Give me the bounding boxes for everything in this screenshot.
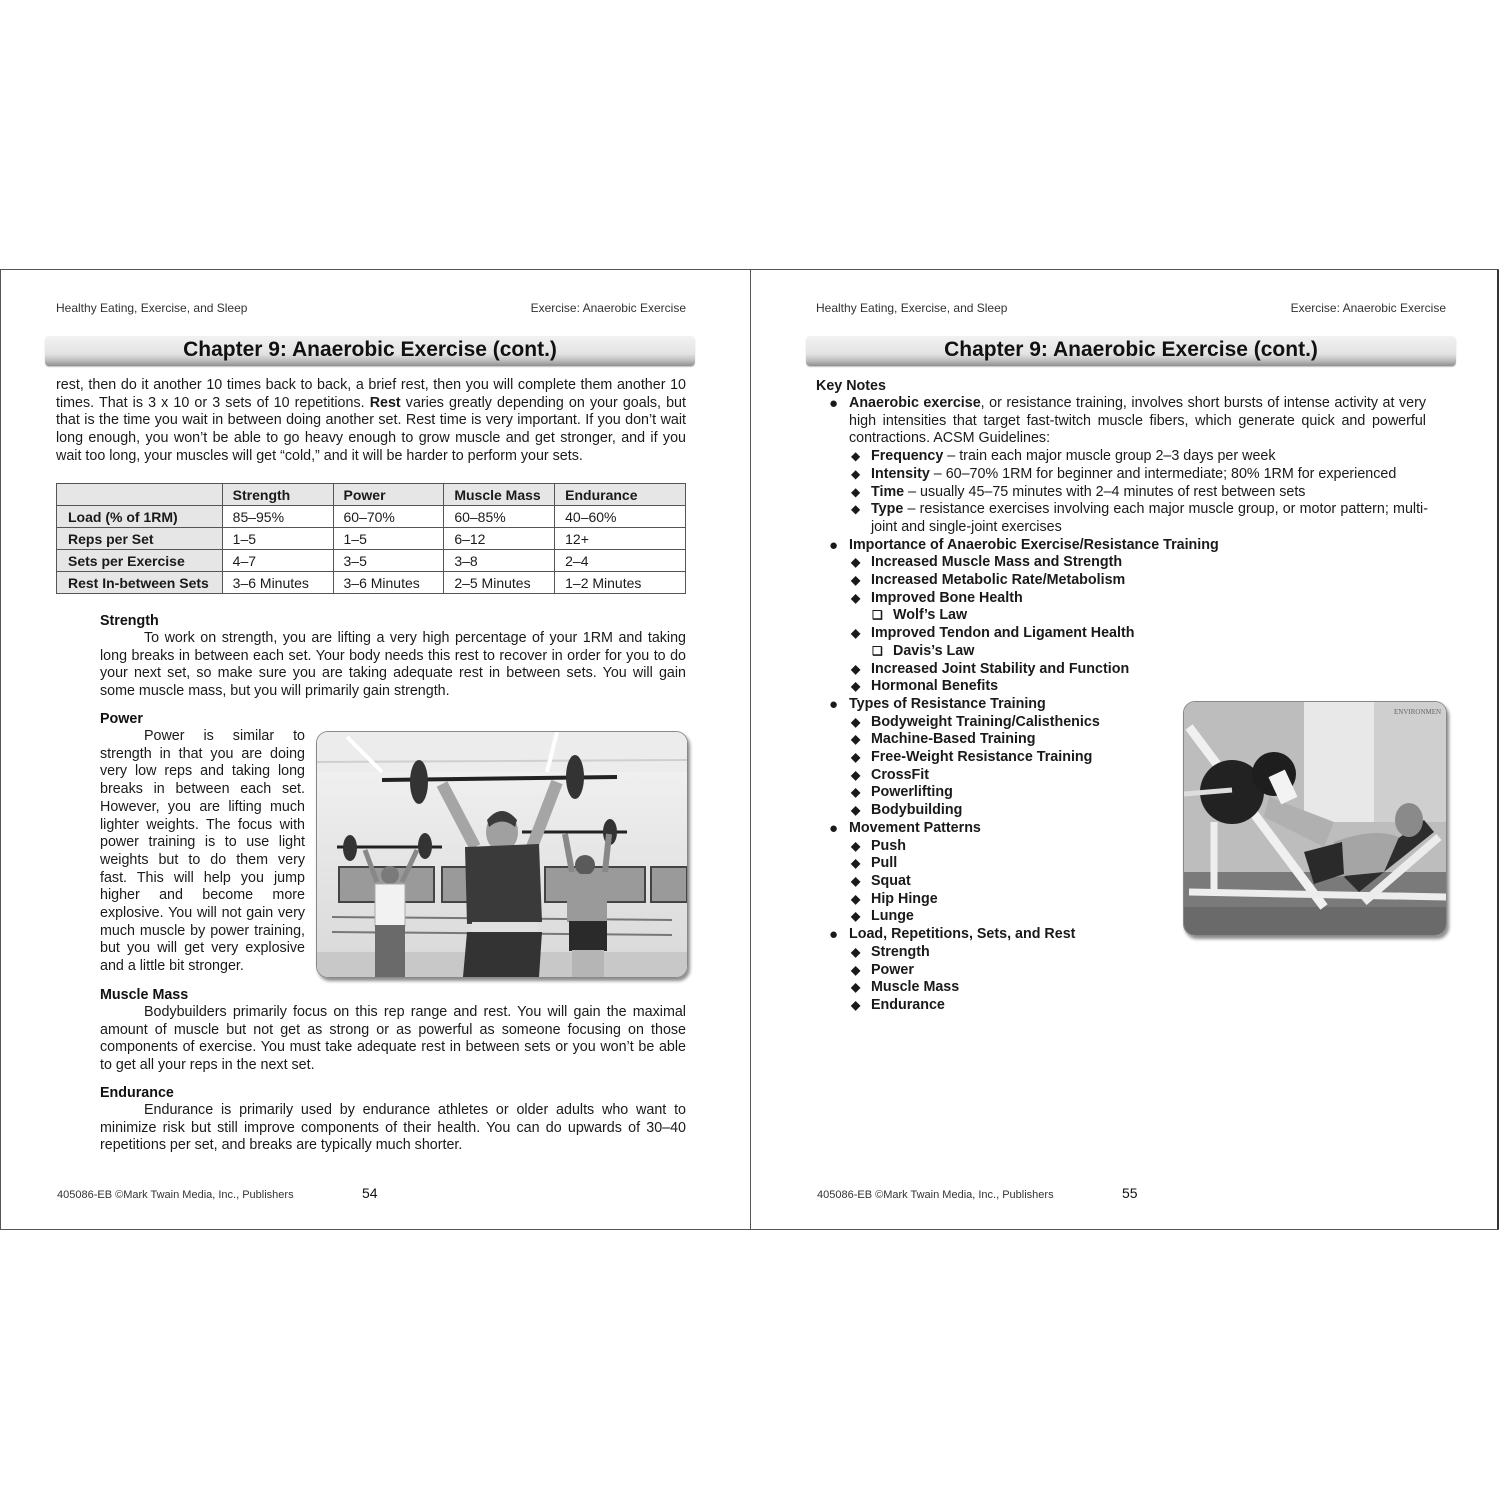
page-number: 55 (1122, 1185, 1138, 1201)
diamond-bullet-icon: ◆ (851, 484, 861, 499)
list-item (829, 537, 1446, 555)
section-text: Power is similar to strength in that you are doing very low reps and taking long breaks in between each set. However, you are lifting much lighter weights. The focus with power training is to use light weights but to do them very fast. This will help you jump higher and become more explosive. You will not gain very much muscle by power training, but you will get very explosive and a little bit stronger. (100, 728, 305, 975)
diamond-bullet-icon: ◆ (851, 962, 861, 977)
list-label: Muscle Mass (871, 979, 960, 996)
section-text: Bodybuilders primarily focus on this rep range and rest. You will gain the maximal amount of muscle but not get as strong or as powerful as someone focusing on those components of exercise. You must take adequate rest in between sets or you won’t be able to get all your reps in the next set. (100, 1004, 686, 1074)
list-item (829, 395, 1426, 448)
list-label: Improved Tendon and Ligament Health (871, 625, 1135, 642)
diamond-bullet-icon: ◆ (851, 626, 861, 641)
list-label: Increased Muscle Mass and Strength (871, 554, 1123, 571)
list-item (829, 607, 1446, 625)
table-cell: 85–95% (222, 506, 333, 528)
guideline-term: Time (871, 483, 905, 500)
list-heading: Importance of Anaerobic Exercise/Resistance Training (849, 536, 1219, 553)
intro-bold-term: Rest (369, 394, 401, 411)
table-row (57, 528, 686, 550)
list-label: Hip Hinge (871, 890, 938, 907)
diamond-bullet-icon: ◆ (851, 856, 861, 871)
table-cell: 2–5 Minutes (444, 572, 555, 594)
diamond-bullet-icon: ◆ (851, 661, 861, 676)
circle-bullet-icon: ● (829, 926, 839, 944)
chapter-banner (806, 336, 1456, 366)
diamond-bullet-icon: ◆ (851, 997, 861, 1012)
list-item (829, 944, 1446, 962)
diamond-bullet-icon: ◆ (851, 714, 861, 729)
diamond-bullet-icon: ◆ (851, 679, 861, 694)
circle-bullet-icon: ● (829, 695, 839, 713)
diamond-bullet-icon: ◆ (851, 909, 861, 924)
list-label: Push (871, 837, 906, 854)
diamond-bullet-icon: ◆ (851, 803, 861, 818)
table-cell: 2–4 (555, 550, 686, 572)
list-label: Machine-Based Training (871, 731, 1036, 748)
list-label: Davis’s Law (893, 642, 975, 659)
table-header-cell: Endurance (555, 484, 686, 506)
list-item (829, 643, 1446, 661)
leg-press-illustration (1184, 702, 1446, 935)
list-label: Free-Weight Resistance Training (871, 749, 1093, 766)
list-item (829, 466, 1446, 484)
table-row (57, 550, 686, 572)
key-notes-title: Key Notes (816, 378, 886, 394)
circle-bullet-icon: ● (829, 395, 839, 412)
list-label: Lunge (871, 908, 914, 925)
circle-bullet-icon: ● (829, 819, 839, 837)
table-cell: 3–6 Minutes (222, 572, 333, 594)
diamond-bullet-icon: ◆ (851, 502, 861, 517)
table-cell: 3–6 Minutes (333, 572, 444, 594)
list-label: Squat (871, 872, 911, 889)
guideline-text: – resistance exercises involving each major muscle group, or motor pattern; multi-joint and single-joint exercises (871, 501, 1428, 535)
list-label: Pull (871, 855, 898, 872)
table-cell: 3–5 (333, 550, 444, 572)
section-heading: Muscle Mass (100, 987, 189, 1003)
leg-press-photo (1183, 701, 1447, 936)
intro-paragraph (56, 377, 686, 466)
chapter-banner (45, 336, 695, 366)
list-item (829, 484, 1446, 502)
list-item (829, 625, 1446, 643)
list-label: Powerlifting (871, 784, 953, 801)
section-heading: Power (100, 711, 143, 727)
diamond-bullet-icon: ◆ (851, 449, 861, 464)
table-cell: 6–12 (444, 528, 555, 550)
diamond-bullet-icon: ◆ (851, 980, 861, 995)
intro-text-1: rest, then do it another 10 times back to back, a brief rest, then you will complete them another 10 times. That is 3 x 10 or 3 sets of 10 repetitions. (56, 377, 686, 411)
page-number: 54 (362, 1185, 378, 1201)
diamond-bullet-icon: ◆ (851, 573, 861, 588)
list-item (829, 962, 1446, 980)
section-muscle-mass (100, 986, 686, 1075)
list-label: Improved Bone Health (871, 589, 1023, 606)
intro-text-2: varies greatly depending on your goals, but that is the time you wait in between doing another set. Rest time is very important. If you don’t wait long enough, you won’t be able to go heavy enough to grow muscle and get stronger, and if you wait too long, your muscles will get “cold,” and it will be harder to perform your sets. (56, 394, 686, 464)
guideline-text: – usually 45–75 minutes with 2–4 minutes of rest between sets (904, 483, 1306, 500)
list-item (829, 979, 1446, 997)
running-head-left: Healthy Eating, Exercise, and Sleep (816, 301, 1008, 315)
guideline-term: Frequency (871, 448, 944, 465)
list-label: Increased Metabolic Rate/Metabolism (871, 572, 1126, 589)
footer-copyright: 405086-EB ©Mark Twain Media, Inc., Publishers (57, 1189, 294, 1201)
guideline-text: – 60–70% 1RM for beginner and intermediate; 80% 1RM for experienced (929, 465, 1397, 482)
circle-bullet-icon: ● (829, 536, 839, 554)
guideline-term: Intensity (871, 465, 930, 482)
table-cell: 60–85% (444, 506, 555, 528)
guideline-text: – train each major muscle group 2–3 days per week (943, 448, 1276, 465)
table-cell: 60–70% (333, 506, 444, 528)
list-label: Power (871, 961, 914, 978)
list-item (829, 678, 1446, 696)
list-item (829, 554, 1446, 572)
section-text: To work on strength, you are lifting a very high percentage of your 1RM and taking long breaks in between each set. Your body needs this rest to recover in order for you to do your next set, so make sure you are taking adequate rest in between sets. You will gain some muscle mass, but you will primarily gain strength. (100, 630, 686, 700)
list-item (829, 661, 1446, 679)
list-heading: Types of Resistance Training (849, 695, 1046, 712)
table-row (57, 506, 686, 528)
table-row (57, 572, 686, 594)
table-cell: 3–8 (444, 550, 555, 572)
list-item (829, 997, 1446, 1015)
list-item (829, 590, 1446, 608)
list-heading: Movement Patterns (849, 819, 981, 836)
list-item (829, 501, 1428, 536)
checkbox-bullet-icon: ❏ (872, 608, 883, 623)
diamond-bullet-icon: ◆ (851, 466, 861, 481)
row-label: Load (% of 1RM) (57, 506, 223, 528)
diamond-bullet-icon: ◆ (851, 732, 861, 747)
section-endurance (100, 1084, 686, 1155)
table-cell: 1–5 (222, 528, 333, 550)
weightlifting-photo (316, 731, 688, 978)
row-label: Rest In-between Sets (57, 572, 223, 594)
list-label: Hormonal Benefits (871, 678, 999, 695)
diamond-bullet-icon: ◆ (851, 944, 861, 959)
diamond-bullet-icon: ◆ (851, 555, 861, 570)
row-label: Sets per Exercise (57, 550, 223, 572)
list-label: Bodyweight Training/Calisthenics (871, 713, 1100, 730)
section-text: Endurance is primarily used by endurance athletes or older adults who want to minimize risk but still improve components of their health. You can do upwards of 30–40 repetitions per set, and breaks are typically much shorter. (100, 1102, 686, 1154)
page-54 (1, 270, 750, 1229)
diamond-bullet-icon: ◆ (851, 891, 861, 906)
book-spread (0, 269, 1499, 1230)
table-cell: 4–7 (222, 550, 333, 572)
table-cell: 1–2 Minutes (555, 572, 686, 594)
diamond-bullet-icon: ◆ (851, 590, 861, 605)
page-55 (751, 270, 1500, 1229)
table-cell: 1–5 (333, 528, 444, 550)
running-head-right: Exercise: Anaerobic Exercise (530, 301, 686, 315)
photo-sign-text: ENVIRONMEN (1394, 708, 1442, 716)
row-label: Reps per Set (57, 528, 223, 550)
list-label: Endurance (871, 996, 945, 1013)
load-table (56, 483, 686, 594)
diamond-bullet-icon: ◆ (851, 873, 861, 888)
guideline-term: Type (871, 501, 904, 518)
chapter-title: Chapter 9: Anaerobic Exercise (cont.) (183, 338, 557, 361)
table-header-cell: Muscle Mass (444, 484, 555, 506)
diamond-bullet-icon: ◆ (851, 750, 861, 765)
checkbox-bullet-icon: ❏ (872, 643, 883, 658)
list-label: Increased Joint Stability and Function (871, 660, 1130, 677)
table-cell: 40–60% (555, 506, 686, 528)
table-header-cell: Power (333, 484, 444, 506)
table-cell: 12+ (555, 528, 686, 550)
diamond-bullet-icon: ◆ (851, 838, 861, 853)
table-header-row (57, 484, 686, 506)
footer-copyright: 405086-EB ©Mark Twain Media, Inc., Publishers (817, 1189, 1054, 1201)
running-head-left: Healthy Eating, Exercise, and Sleep (56, 301, 248, 315)
list-label: Strength (871, 943, 930, 960)
list-label: Bodybuilding (871, 802, 963, 819)
table-corner-cell (57, 484, 223, 506)
list-label: CrossFit (871, 766, 929, 783)
weightlifting-illustration (317, 732, 687, 977)
anaerobic-text: , or resistance training, involves short bursts of intense activity at very high intensities that target fast-twitch muscle fibers, which generate quick and powerful contractions. ACSM Guidelines: (849, 395, 1426, 447)
section-strength (100, 612, 686, 701)
running-head-right: Exercise: Anaerobic Exercise (1290, 301, 1446, 315)
section-heading: Endurance (100, 1085, 174, 1101)
list-item (829, 572, 1446, 590)
table-header-cell: Strength (222, 484, 333, 506)
section-heading: Strength (100, 613, 159, 629)
diamond-bullet-icon: ◆ (851, 767, 861, 782)
list-heading: Load, Repetitions, Sets, and Rest (849, 926, 1076, 943)
term-anaerobic: Anaerobic exercise (849, 395, 981, 411)
list-label: Wolf’s Law (893, 607, 968, 624)
diamond-bullet-icon: ◆ (851, 785, 861, 800)
list-item (829, 448, 1446, 466)
chapter-title: Chapter 9: Anaerobic Exercise (cont.) (944, 338, 1318, 361)
